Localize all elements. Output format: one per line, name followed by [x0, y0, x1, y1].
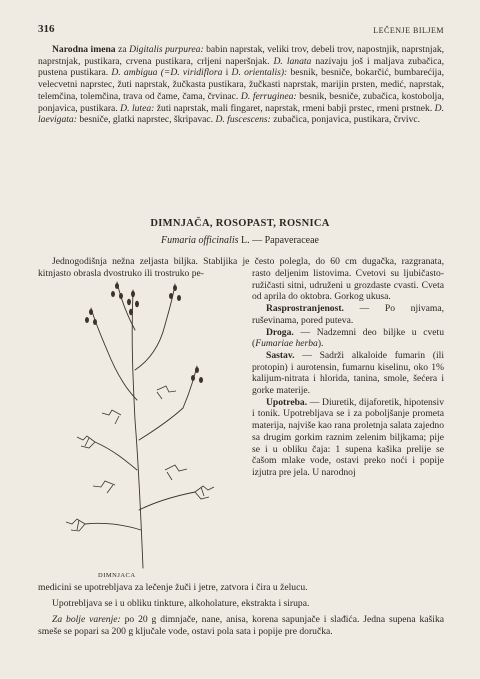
section-subtitle: Fumaria officinalis L. — Papaveraceae: [160, 235, 319, 246]
composition-section: Sastav. — Sadrži alkaloide fumarin (ili protopin) i aurotensin, fumarnu kiselinu, oko 1% kalijum-nitrata i hlorida, tanina, smole, šećera i gorke materije.: [252, 349, 444, 397]
usage-section: Upotreba. — Diuretik, dijaforetik, hipotensiv i tonik. Upotrebljava se i za poboljšanje prometa materija, najviše kao rana proletnja salata zajedno sa drugim gorkim raznim zelenim biljkama; pije se i u obliku čaja: 1 supena kašika prelije se čašom mlake vode, ostavi preko noći i popije izjutra pre jela. U narodnoj: [252, 396, 444, 478]
illustration-caption: DIMNJACA: [98, 572, 136, 579]
section-title: DIMNJAČA, ROSOPAST, ROSNICA: [150, 218, 330, 229]
running-title: LEČENJE BILJEM: [373, 26, 444, 35]
intro-text: Jednogodišnja nežna zeljasta biljka. Stabljika je često polegla, do 60 cm dugačka, razgranata, kitnjasto obrasla dvostruko ili trostruko pe-: [38, 256, 444, 279]
description-text: rasto deljenim listovima. Cvetovi su ljubičasto-ružičasti sitni, udruženi u grozdaste cvasti. Cveta od aprila do oktobra. Gorkog ukusa.: [252, 268, 444, 303]
digestion-recipe: Za bolje varenje: po 20 g dimnjače, nane, anisa, korena sapunjače i slađića. Jedna supena kašika smeše se popari sa 200 g ključale vode, ostavi pola sata i popije pre doručka.: [38, 614, 445, 637]
description-column: [252, 268, 444, 479]
folk-names-lead: Narodna imena: [52, 44, 116, 55]
folk-names-paragraph: Narodna imena za Digitalis purpurea: babin naprstak, veliki trov, debeli trov, napostnjik, naprstnjak, naprstnjak, pustikara, crvena pustikara, crljeni naperšnjak. D. lanata nazivaju još i maljava zubačica, pustena pustikara. D. ambigua (=D. viridiflora i D. orientalis): besnik, besniče, bokarčić, bumbarećija, velecvetni naprstec, žuti naprstak, žučkasta pustikara, žučkasti naprstak, marijin prsten, medić, naprstak, telemčina, tolemčina, trava od čame, čama, črvinac. D. ferruginea: besnik, besniče, zubačica, kostobolja, ponjavica, pustikara. D. lutea: žuti naprstak, mali fingaret, naprstak, rmeni babji prstec, rmeni prstnek. D. laevigata: besniče, glatki naprstec, škripavac. D. fuscescens: zubačica, ponjavica, pustikara, črvivc.: [38, 44, 445, 126]
preparations-text: Upotrebljava se i u obliku tinkture, alkoholature, ekstrakta i sirupa.: [52, 598, 310, 609]
usage-continued: medicini se upotrebljava za lečenje žuči i jetre, zatvora i čira u želucu.: [38, 582, 308, 593]
page-number: 316: [38, 23, 55, 35]
fumaria-plant-illustration: [55, 270, 245, 570]
latin-name: Fumaria officinalis: [160, 235, 239, 246]
page-header: [38, 24, 444, 38]
distribution-section: Rasprostranjenost. — Po njivama, ruševinama, pored puteva.: [252, 303, 444, 326]
drug-section: Droga. — Nadzemni deo biljke u cvetu (Fumariae herba).: [252, 326, 444, 350]
